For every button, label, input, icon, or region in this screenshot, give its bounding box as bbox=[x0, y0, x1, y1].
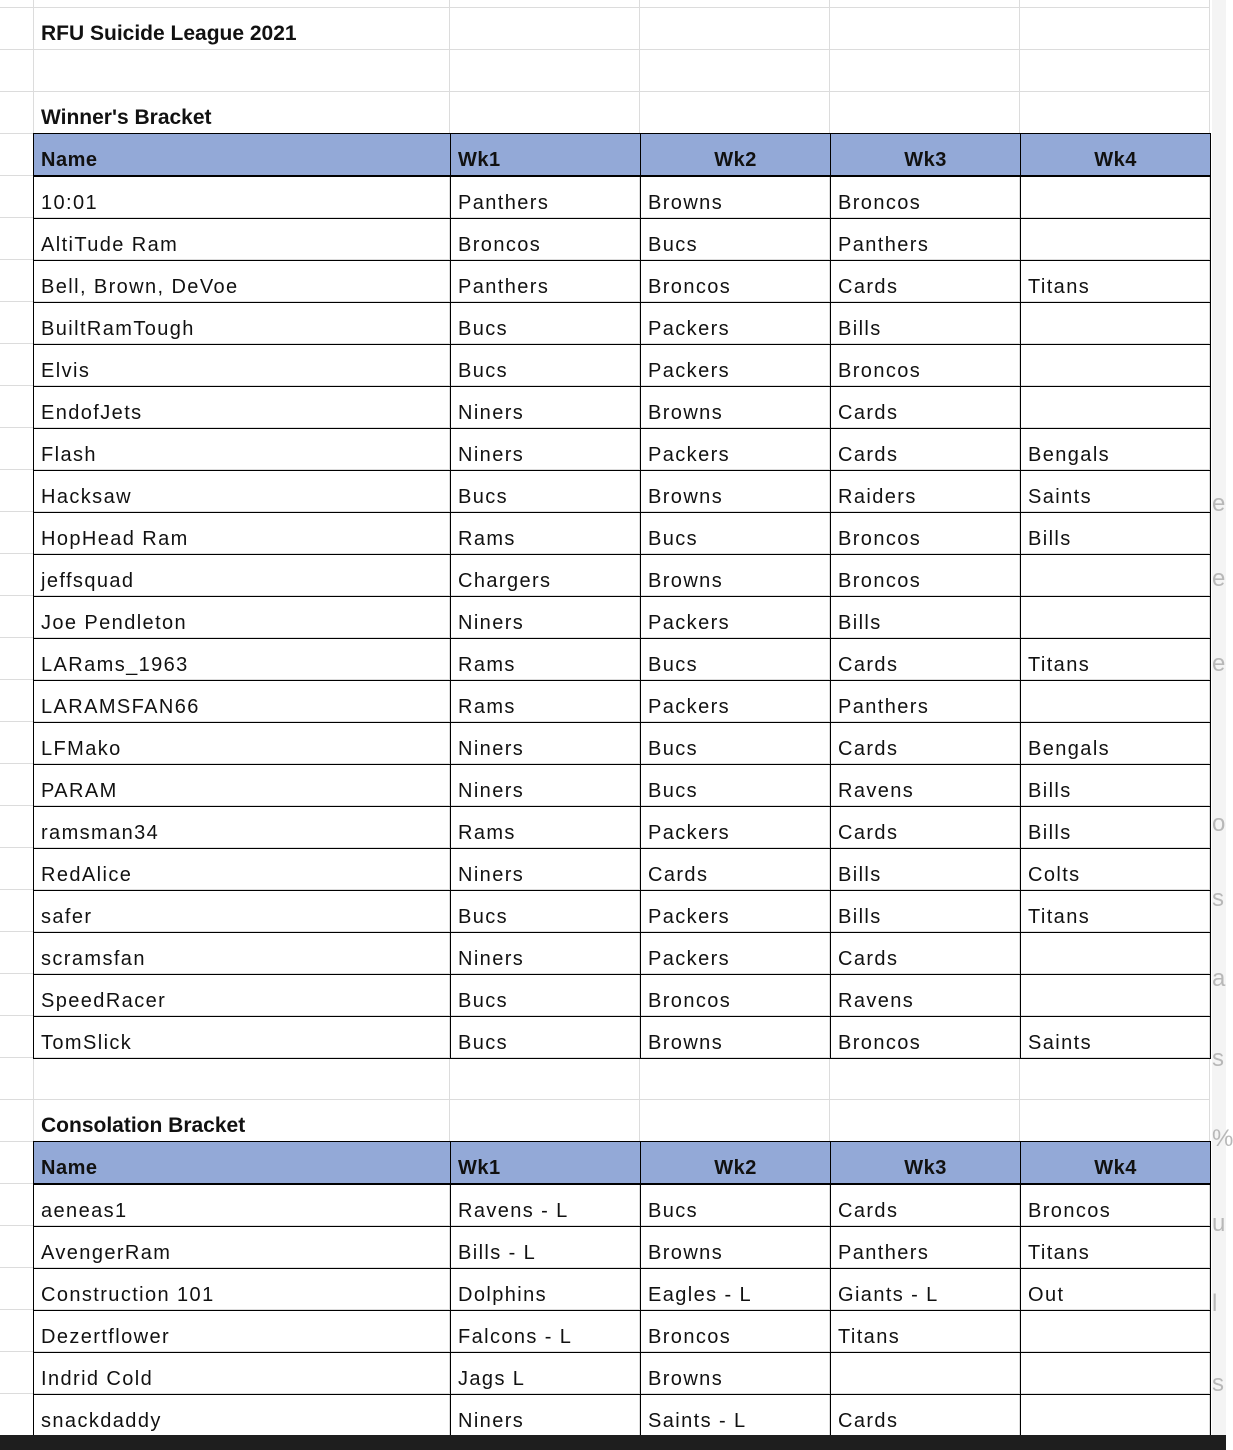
column-header-wk4[interactable]: Wk4 bbox=[1021, 1142, 1211, 1185]
pick-cell-wk2[interactable]: Browns bbox=[641, 1017, 831, 1059]
pick-cell-wk3[interactable]: Cards bbox=[831, 1184, 1021, 1227]
player-name-cell[interactable]: SpeedRacer bbox=[34, 975, 451, 1017]
pick-cell-wk4[interactable]: Colts bbox=[1021, 849, 1211, 891]
consolation-bracket-table bbox=[33, 1141, 1211, 1437]
winners-bracket-heading: Winner's Bracket bbox=[41, 106, 212, 129]
pick-cell-wk1[interactable]: Rams bbox=[451, 513, 641, 555]
table-row bbox=[34, 1184, 1211, 1227]
table-row bbox=[34, 681, 1211, 723]
pick-cell-wk1[interactable]: Niners bbox=[451, 723, 641, 765]
table-row bbox=[34, 1017, 1211, 1059]
pick-cell-wk2[interactable]: Packers bbox=[641, 345, 831, 387]
table-row bbox=[34, 597, 1211, 639]
player-name-cell[interactable]: ramsman34 bbox=[34, 807, 451, 849]
pick-cell-wk4[interactable] bbox=[1021, 303, 1211, 345]
consolation-header-row bbox=[34, 1142, 1211, 1185]
pick-cell-wk3[interactable]: Cards bbox=[831, 723, 1021, 765]
pick-cell-wk4[interactable]: Bills bbox=[1021, 807, 1211, 849]
pick-cell-wk4[interactable] bbox=[1021, 176, 1211, 219]
player-name-cell[interactable]: BuiltRamTough bbox=[34, 303, 451, 345]
pick-cell-wk2[interactable]: Packers bbox=[641, 933, 831, 975]
pick-cell-wk2[interactable]: Browns bbox=[641, 1353, 831, 1395]
pick-cell-wk1[interactable]: Dolphins bbox=[451, 1269, 641, 1311]
pick-cell-wk3[interactable]: Cards bbox=[831, 261, 1021, 303]
pick-cell-wk4[interactable]: Bills bbox=[1021, 513, 1211, 555]
pick-cell-wk2[interactable]: Browns bbox=[641, 387, 831, 429]
pick-cell-wk1[interactable]: Bucs bbox=[451, 303, 641, 345]
pick-cell-wk4[interactable]: Saints bbox=[1021, 471, 1211, 513]
pick-cell-wk1[interactable]: Rams bbox=[451, 807, 641, 849]
pick-cell-wk1[interactable]: Bucs bbox=[451, 975, 641, 1017]
column-header-wk2[interactable]: Wk2 bbox=[641, 134, 831, 177]
consolation-body bbox=[34, 1184, 1211, 1437]
pick-cell-wk2[interactable]: Packers bbox=[641, 807, 831, 849]
pick-cell-wk2[interactable]: Packers bbox=[641, 681, 831, 723]
pick-cell-wk3[interactable]: Cards bbox=[831, 1395, 1021, 1437]
player-name-cell[interactable]: PARAM bbox=[34, 765, 451, 807]
table-row bbox=[34, 303, 1211, 345]
pick-cell-wk2[interactable]: Bucs bbox=[641, 723, 831, 765]
winners-bracket-table bbox=[33, 133, 1211, 1059]
pick-cell-wk1[interactable]: Chargers bbox=[451, 555, 641, 597]
pick-cell-wk2[interactable]: Packers bbox=[641, 597, 831, 639]
pick-cell-wk4[interactable] bbox=[1021, 387, 1211, 429]
pick-cell-wk1[interactable]: Bucs bbox=[451, 1017, 641, 1059]
player-name-cell[interactable]: aeneas1 bbox=[34, 1184, 451, 1227]
pick-cell-wk1[interactable]: Niners bbox=[451, 1395, 641, 1437]
pick-cell-wk3[interactable]: Bills bbox=[831, 597, 1021, 639]
winners-body bbox=[34, 176, 1211, 1059]
pick-cell-wk4[interactable] bbox=[1021, 597, 1211, 639]
column-header-wk3[interactable]: Wk3 bbox=[831, 134, 1021, 177]
column-header-wk1[interactable]: Wk1 bbox=[451, 1142, 641, 1185]
pick-cell-wk2[interactable]: Browns bbox=[641, 1227, 831, 1269]
pick-cell-wk3[interactable]: Broncos bbox=[831, 1017, 1021, 1059]
pick-cell-wk1[interactable]: Bucs bbox=[451, 345, 641, 387]
player-name-cell[interactable]: LARAMSFAN66 bbox=[34, 681, 451, 723]
header-row bbox=[34, 134, 1211, 177]
pick-cell-wk4[interactable]: Titans bbox=[1021, 639, 1211, 681]
player-name-cell[interactable]: HopHead Ram bbox=[34, 513, 451, 555]
pick-cell-wk2[interactable]: Bucs bbox=[641, 513, 831, 555]
column-header-wk3[interactable]: Wk3 bbox=[831, 1142, 1021, 1185]
player-name-cell[interactable]: AvengerRam bbox=[34, 1227, 451, 1269]
table-row bbox=[34, 639, 1211, 681]
table-row bbox=[34, 176, 1211, 219]
pick-cell-wk2[interactable]: Cards bbox=[641, 849, 831, 891]
bottom-window-edge bbox=[0, 1435, 1226, 1450]
pick-cell-wk1[interactable]: Ravens - L bbox=[451, 1184, 641, 1227]
pick-cell-wk4[interactable]: Titans bbox=[1021, 261, 1211, 303]
player-name-cell[interactable]: Hacksaw bbox=[34, 471, 451, 513]
table-row bbox=[34, 807, 1211, 849]
pick-cell-wk3[interactable]: Ravens bbox=[831, 975, 1021, 1017]
pick-cell-wk1[interactable]: Panthers bbox=[451, 176, 641, 219]
player-name-cell[interactable]: Construction 101 bbox=[34, 1269, 451, 1311]
player-name-cell[interactable]: Indrid Cold bbox=[34, 1353, 451, 1395]
pick-cell-wk2[interactable]: Packers bbox=[641, 429, 831, 471]
pick-cell-wk4[interactable]: Saints bbox=[1021, 1017, 1211, 1059]
pick-cell-wk2[interactable]: Bucs bbox=[641, 639, 831, 681]
pick-cell-wk3[interactable]: Raiders bbox=[831, 471, 1021, 513]
pick-cell-wk3[interactable]: Broncos bbox=[831, 555, 1021, 597]
pick-cell-wk4[interactable] bbox=[1021, 933, 1211, 975]
player-name-cell[interactable]: Elvis bbox=[34, 345, 451, 387]
pick-cell-wk4[interactable] bbox=[1021, 555, 1211, 597]
pick-cell-wk1[interactable]: Broncos bbox=[451, 219, 641, 261]
pick-cell-wk4[interactable]: Bengals bbox=[1021, 429, 1211, 471]
pick-cell-wk2[interactable]: Packers bbox=[641, 891, 831, 933]
pick-cell-wk2[interactable]: Saints - L bbox=[641, 1395, 831, 1437]
pick-cell-wk2[interactable]: Eagles - L bbox=[641, 1269, 831, 1311]
pick-cell-wk3[interactable]: Panthers bbox=[831, 681, 1021, 723]
table-row bbox=[34, 261, 1211, 303]
pick-cell-wk3[interactable]: Titans bbox=[831, 1311, 1021, 1353]
pick-cell-wk3[interactable]: Broncos bbox=[831, 176, 1021, 219]
pick-cell-wk2[interactable]: Broncos bbox=[641, 261, 831, 303]
pick-cell-wk1[interactable]: Rams bbox=[451, 681, 641, 723]
pick-cell-wk3[interactable]: Ravens bbox=[831, 765, 1021, 807]
pick-cell-wk1[interactable]: Niners bbox=[451, 933, 641, 975]
pick-cell-wk3[interactable] bbox=[831, 1353, 1021, 1395]
table-row bbox=[34, 429, 1211, 471]
pick-cell-wk2[interactable]: Broncos bbox=[641, 975, 831, 1017]
pick-cell-wk4[interactable] bbox=[1021, 345, 1211, 387]
pick-cell-wk4[interactable] bbox=[1021, 1395, 1211, 1437]
table-row bbox=[34, 471, 1211, 513]
column-header-wk4[interactable]: Wk4 bbox=[1021, 134, 1211, 177]
player-name-cell[interactable]: TomSlick bbox=[34, 1017, 451, 1059]
pick-cell-wk3[interactable]: Panthers bbox=[831, 1227, 1021, 1269]
pick-cell-wk1[interactable]: Bucs bbox=[451, 471, 641, 513]
pick-cell-wk2[interactable]: Packers bbox=[641, 303, 831, 345]
winners-header-row bbox=[34, 134, 1211, 177]
table-row bbox=[34, 1311, 1211, 1353]
pick-cell-wk3[interactable]: Cards bbox=[831, 639, 1021, 681]
pick-cell-wk4[interactable] bbox=[1021, 1353, 1211, 1395]
player-name-cell[interactable]: Dezertflower bbox=[34, 1311, 451, 1353]
table-row bbox=[34, 555, 1211, 597]
pick-cell-wk3[interactable]: Cards bbox=[831, 807, 1021, 849]
header-row bbox=[34, 1142, 1211, 1185]
player-name-cell[interactable]: Flash bbox=[34, 429, 451, 471]
pick-cell-wk1[interactable]: Niners bbox=[451, 429, 641, 471]
pick-cell-wk4[interactable] bbox=[1021, 219, 1211, 261]
player-name-cell[interactable]: safer bbox=[34, 891, 451, 933]
pick-cell-wk2[interactable]: Browns bbox=[641, 176, 831, 219]
table-row bbox=[34, 765, 1211, 807]
player-name-cell[interactable]: EndofJets bbox=[34, 387, 451, 429]
table-row bbox=[34, 849, 1211, 891]
pick-cell-wk4[interactable]: Titans bbox=[1021, 1227, 1211, 1269]
pick-cell-wk2[interactable]: Broncos bbox=[641, 1311, 831, 1353]
pick-cell-wk2[interactable]: Browns bbox=[641, 555, 831, 597]
pick-cell-wk1[interactable]: Rams bbox=[451, 639, 641, 681]
pick-cell-wk3[interactable]: Panthers bbox=[831, 219, 1021, 261]
player-name-cell[interactable]: AltiTude Ram bbox=[34, 219, 451, 261]
player-name-cell[interactable]: LFMako bbox=[34, 723, 451, 765]
pick-cell-wk1[interactable]: Niners bbox=[451, 597, 641, 639]
adjacent-sheet-edge: e e e o s a s % u l s bbox=[1212, 0, 1226, 1450]
table-row bbox=[34, 345, 1211, 387]
pick-cell-wk3[interactable]: Giants - L bbox=[831, 1269, 1021, 1311]
pick-cell-wk3[interactable]: Cards bbox=[831, 429, 1021, 471]
player-name-cell[interactable]: jeffsquad bbox=[34, 555, 451, 597]
pick-cell-wk4[interactable] bbox=[1021, 681, 1211, 723]
pick-cell-wk1[interactable]: Falcons - L bbox=[451, 1311, 641, 1353]
table-row bbox=[34, 1395, 1211, 1437]
table-row bbox=[34, 933, 1211, 975]
pick-cell-wk3[interactable]: Broncos bbox=[831, 513, 1021, 555]
pick-cell-wk1[interactable]: Bucs bbox=[451, 891, 641, 933]
table-row bbox=[34, 891, 1211, 933]
pick-cell-wk1[interactable]: Niners bbox=[451, 765, 641, 807]
pick-cell-wk3[interactable]: Bills bbox=[831, 303, 1021, 345]
pick-cell-wk4[interactable]: Broncos bbox=[1021, 1184, 1211, 1227]
table-row bbox=[34, 387, 1211, 429]
pick-cell-wk1[interactable]: Bills - L bbox=[451, 1227, 641, 1269]
player-name-cell[interactable]: snackdaddy bbox=[34, 1395, 451, 1437]
pick-cell-wk1[interactable]: Niners bbox=[451, 849, 641, 891]
pick-cell-wk3[interactable]: Bills bbox=[831, 891, 1021, 933]
consolation-bracket-heading: Consolation Bracket bbox=[41, 1114, 246, 1137]
player-name-cell[interactable]: 10:01 bbox=[34, 176, 451, 219]
sheet-title: RFU Suicide League 2021 bbox=[41, 22, 297, 45]
table-row bbox=[34, 1269, 1211, 1311]
pick-cell-wk2[interactable]: Browns bbox=[641, 471, 831, 513]
player-name-cell[interactable]: Bell, Brown, DeVoe bbox=[34, 261, 451, 303]
table-row bbox=[34, 1227, 1211, 1269]
table-row bbox=[34, 219, 1211, 261]
pick-cell-wk2[interactable]: Bucs bbox=[641, 765, 831, 807]
pick-cell-wk2[interactable]: Bucs bbox=[641, 219, 831, 261]
player-name-cell[interactable]: LARams_1963 bbox=[34, 639, 451, 681]
pick-cell-wk1[interactable]: Panthers bbox=[451, 261, 641, 303]
player-name-cell[interactable]: RedAlice bbox=[34, 849, 451, 891]
table-row bbox=[34, 513, 1211, 555]
column-header-wk1[interactable]: Wk1 bbox=[451, 134, 641, 177]
pick-cell-wk3[interactable]: Cards bbox=[831, 933, 1021, 975]
pick-cell-wk4[interactable]: Bengals bbox=[1021, 723, 1211, 765]
column-header-name[interactable]: Name bbox=[34, 1142, 451, 1185]
pick-cell-wk2[interactable]: Bucs bbox=[641, 1184, 831, 1227]
pick-cell-wk3[interactable]: Broncos bbox=[831, 345, 1021, 387]
pick-cell-wk3[interactable]: Bills bbox=[831, 849, 1021, 891]
player-name-cell[interactable]: scramsfan bbox=[34, 933, 451, 975]
pick-cell-wk4[interactable]: Bills bbox=[1021, 765, 1211, 807]
pick-cell-wk1[interactable]: Niners bbox=[451, 387, 641, 429]
pick-cell-wk4[interactable]: Out bbox=[1021, 1269, 1211, 1311]
pick-cell-wk4[interactable] bbox=[1021, 1311, 1211, 1353]
pick-cell-wk4[interactable] bbox=[1021, 975, 1211, 1017]
table-row bbox=[34, 975, 1211, 1017]
column-header-wk2[interactable]: Wk2 bbox=[641, 1142, 831, 1185]
table-row bbox=[34, 723, 1211, 765]
pick-cell-wk3[interactable]: Cards bbox=[831, 387, 1021, 429]
player-name-cell[interactable]: Joe Pendleton bbox=[34, 597, 451, 639]
column-header-name[interactable]: Name bbox=[34, 134, 451, 177]
pick-cell-wk4[interactable]: Titans bbox=[1021, 891, 1211, 933]
table-row bbox=[34, 1353, 1211, 1395]
pick-cell-wk1[interactable]: Jags L bbox=[451, 1353, 641, 1395]
